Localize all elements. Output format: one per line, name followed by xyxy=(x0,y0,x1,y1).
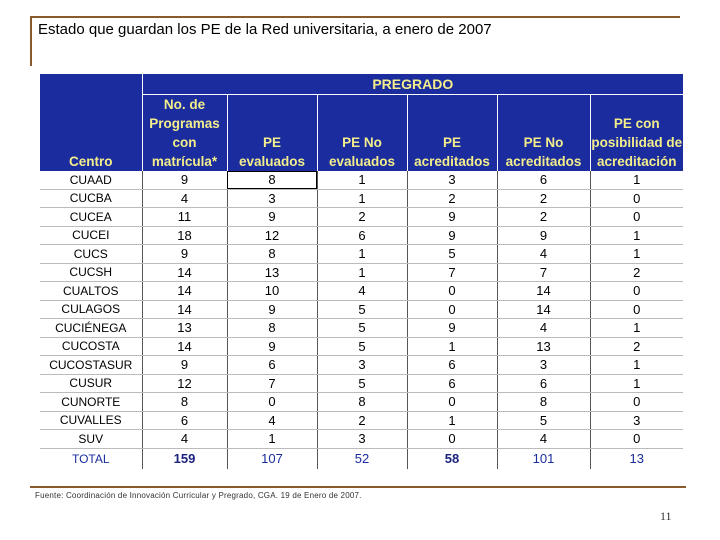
group-header-pregrado: PREGRADO xyxy=(142,74,683,95)
table-row xyxy=(40,337,683,356)
row-value-cell: 12 xyxy=(142,374,227,393)
row-value-cell: 0 xyxy=(407,282,497,301)
total-value-cell: 13 xyxy=(590,448,683,469)
row-value-cell: 0 xyxy=(227,393,317,412)
total-value-cell: 101 xyxy=(497,448,590,469)
row-centro-cell: CUVALLES xyxy=(40,411,142,430)
row-value-cell: 6 xyxy=(497,374,590,393)
row-value-cell: 9 xyxy=(407,208,497,227)
row-value-cell: 6 xyxy=(407,356,497,375)
row-value-cell: 0 xyxy=(590,393,683,412)
row-value-cell: 6 xyxy=(407,374,497,393)
row-value-cell: 1 xyxy=(317,245,407,264)
row-value-cell: 14 xyxy=(142,282,227,301)
row-value-cell: 5 xyxy=(497,411,590,430)
total-value-cell: 159 xyxy=(142,448,227,469)
row-value-cell: 1 xyxy=(407,337,497,356)
row-value-cell: 8 xyxy=(142,393,227,412)
table-row xyxy=(40,208,683,227)
programs-table-container xyxy=(40,74,683,466)
top-rule xyxy=(30,16,680,18)
row-value-cell: 0 xyxy=(407,300,497,319)
row-value-cell: 4 xyxy=(497,245,590,264)
row-value-cell: 4 xyxy=(497,430,590,449)
total-value-cell: 107 xyxy=(227,448,317,469)
row-centro-cell: CUCOSTASUR xyxy=(40,356,142,375)
row-value-cell: 6 xyxy=(142,411,227,430)
row-value-cell: 2 xyxy=(407,189,497,208)
bottom-rule xyxy=(30,486,686,488)
row-value-cell: 2 xyxy=(317,208,407,227)
programs-table xyxy=(40,74,683,469)
table-row xyxy=(40,171,683,189)
row-value-cell: 9 xyxy=(227,208,317,227)
row-value-cell: 0 xyxy=(590,430,683,449)
row-value-cell: 4 xyxy=(227,411,317,430)
column-header-centro: Centro xyxy=(69,154,113,169)
row-value-cell: 5 xyxy=(317,319,407,338)
table-row xyxy=(40,374,683,393)
row-value-cell: 2 xyxy=(590,263,683,282)
row-centro-cell: CUCIÉNEGA xyxy=(40,319,142,338)
row-value-cell: 13 xyxy=(142,319,227,338)
table-row xyxy=(40,245,683,264)
row-value-cell: 8 xyxy=(497,393,590,412)
row-centro-cell: CUCBA xyxy=(40,189,142,208)
source-note: Fuente: Coordinación de Innovación Curricular y Pregrado, CGA. 19 de Enero de 2007. xyxy=(35,491,362,500)
row-value-cell: 7 xyxy=(497,263,590,282)
row-centro-cell: CUCEI xyxy=(40,226,142,245)
row-value-cell: 12 xyxy=(227,226,317,245)
row-value-cell: 11 xyxy=(142,208,227,227)
row-value-cell: 1 xyxy=(590,356,683,375)
group-header-row xyxy=(40,74,683,95)
table-row xyxy=(40,393,683,412)
table-row xyxy=(40,226,683,245)
row-value-cell: 3 xyxy=(317,430,407,449)
row-value-cell: 14 xyxy=(497,300,590,319)
total-value-cell: 58 xyxy=(407,448,497,469)
row-centro-cell: CUCEA xyxy=(40,208,142,227)
row-value-cell: 0 xyxy=(590,300,683,319)
left-rule xyxy=(30,16,32,66)
row-centro-cell: CUNORTE xyxy=(40,393,142,412)
column-header-no-evaluados: PE No evaluados xyxy=(317,95,407,172)
table-body xyxy=(40,171,683,448)
row-centro-cell: CUCS xyxy=(40,245,142,264)
row-value-cell: 6 xyxy=(497,171,590,189)
column-header-no-acreditados: PE No acreditados xyxy=(497,95,590,172)
column-header-acreditados: PE acreditados xyxy=(407,95,497,172)
row-value-cell: 8 xyxy=(317,393,407,412)
row-value-cell: 9 xyxy=(142,356,227,375)
table-row xyxy=(40,319,683,338)
row-value-cell: 1 xyxy=(590,245,683,264)
table-row xyxy=(40,189,683,208)
page-number: 11 xyxy=(660,509,672,523)
row-value-cell: 0 xyxy=(590,189,683,208)
row-value-cell: 5 xyxy=(317,300,407,319)
row-value-cell: 9 xyxy=(227,300,317,319)
row-value-cell: 7 xyxy=(227,374,317,393)
row-value-cell: 1 xyxy=(407,411,497,430)
row-value-cell: 1 xyxy=(317,189,407,208)
row-value-cell: 8 xyxy=(227,171,317,189)
row-centro-cell: CUAAD xyxy=(40,171,142,189)
row-centro-cell: CULAGOS xyxy=(40,300,142,319)
row-value-cell: 3 xyxy=(497,356,590,375)
row-centro-cell: SUV xyxy=(40,430,142,449)
row-value-cell: 9 xyxy=(142,245,227,264)
table-row xyxy=(40,430,683,449)
slide-title: Estado que guardan los PE de la Red universitaria, a enero de 2007 xyxy=(38,21,492,38)
row-value-cell: 4 xyxy=(142,189,227,208)
row-value-cell: 6 xyxy=(317,226,407,245)
table-row xyxy=(40,263,683,282)
row-value-cell: 1 xyxy=(590,226,683,245)
column-header-posibilidad: PE con posibilidad de acreditación xyxy=(590,95,683,172)
row-value-cell: 3 xyxy=(407,171,497,189)
row-centro-cell: CUCSH xyxy=(40,263,142,282)
row-value-cell: 9 xyxy=(142,171,227,189)
row-value-cell: 13 xyxy=(497,337,590,356)
row-value-cell: 4 xyxy=(142,430,227,449)
row-value-cell: 5 xyxy=(317,374,407,393)
row-value-cell: 9 xyxy=(227,337,317,356)
row-value-cell: 0 xyxy=(590,282,683,301)
row-centro-cell: CUALTOS xyxy=(40,282,142,301)
row-value-cell: 2 xyxy=(317,411,407,430)
row-value-cell: 3 xyxy=(227,189,317,208)
row-centro-cell: CUCOSTA xyxy=(40,337,142,356)
row-value-cell: 1 xyxy=(590,171,683,189)
column-header-programas: No. de Programas con matrícula* xyxy=(142,95,227,172)
row-value-cell: 0 xyxy=(407,430,497,449)
row-value-cell: 3 xyxy=(317,356,407,375)
row-value-cell: 10 xyxy=(227,282,317,301)
total-value-cell: 52 xyxy=(317,448,407,469)
row-value-cell: 1 xyxy=(590,319,683,338)
row-value-cell: 7 xyxy=(407,263,497,282)
row-value-cell: 0 xyxy=(407,393,497,412)
total-row xyxy=(40,448,683,469)
row-value-cell: 6 xyxy=(227,356,317,375)
row-value-cell: 9 xyxy=(407,226,497,245)
row-value-cell: 4 xyxy=(317,282,407,301)
row-value-cell: 9 xyxy=(497,226,590,245)
row-value-cell: 1 xyxy=(227,430,317,449)
table-row xyxy=(40,300,683,319)
row-value-cell: 1 xyxy=(317,263,407,282)
table-row xyxy=(40,411,683,430)
column-header-evaluados: PE evaluados xyxy=(227,95,317,172)
row-value-cell: 14 xyxy=(142,300,227,319)
row-value-cell: 5 xyxy=(407,245,497,264)
row-value-cell: 2 xyxy=(497,208,590,227)
row-value-cell: 1 xyxy=(317,171,407,189)
row-value-cell: 2 xyxy=(590,337,683,356)
row-value-cell: 14 xyxy=(142,337,227,356)
row-value-cell: 1 xyxy=(590,374,683,393)
row-centro-cell: CUSUR xyxy=(40,374,142,393)
column-header-row xyxy=(40,95,683,172)
row-value-cell: 2 xyxy=(497,189,590,208)
row-value-cell: 14 xyxy=(497,282,590,301)
row-value-cell: 8 xyxy=(227,319,317,338)
row-value-cell: 9 xyxy=(407,319,497,338)
row-value-cell: 5 xyxy=(317,337,407,356)
row-value-cell: 13 xyxy=(227,263,317,282)
row-value-cell: 18 xyxy=(142,226,227,245)
table-row xyxy=(40,356,683,375)
row-value-cell: 14 xyxy=(142,263,227,282)
row-value-cell: 0 xyxy=(590,208,683,227)
row-value-cell: 3 xyxy=(590,411,683,430)
row-value-cell: 4 xyxy=(497,319,590,338)
total-label-cell: TOTAL xyxy=(40,448,142,469)
row-value-cell: 8 xyxy=(227,245,317,264)
table-row xyxy=(40,282,683,301)
